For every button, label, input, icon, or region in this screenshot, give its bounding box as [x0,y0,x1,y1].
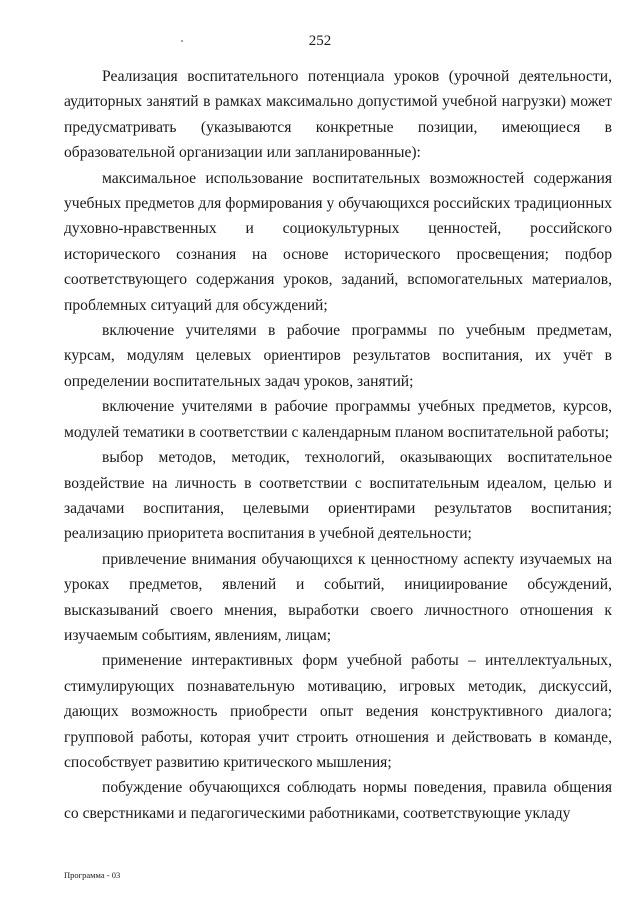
paragraph: применение интерактивных форм учебной работы – интеллектуальных, стимулирующих познавательную мотивацию, игровых методик, дискуссий, дающих возможность приобрести опыт ведения конструктивного диалога; групповой работы, которая учит строить отношения и действовать в команде, способствует развитию критического мышления; [64,652,612,771]
paragraph: включение учителями в рабочие программы по учебным предметам, курсам, модулям целевых ориентиров результатов воспитания, их учёт в определении воспитательных задач уроков, занятий; [64,322,612,390]
paragraph: максимальное использование воспитательных возможностей содержания учебных предметов для формирования у обучающихся российских традиционных духовно-нравственных и социокультурных ценностей, российского исторического сознания на основе исторического просвещения; подбор соответствующего содержания уроков, заданий, вспомогательных материалов, проблемных ситуаций для обсуждений; [64,169,612,314]
document-body [64,64,612,826]
paragraph: включение учителями в рабочие программы учебных предметов, курсов, модулей тематики в соответствии с календарным планом воспитательной работы; [64,398,612,441]
paragraph: побуждение обучающихся соблюдать нормы поведения, правила общения со сверстниками и педагогическими работниками, соответствующие укладу [64,779,612,822]
paragraph: выбор методов, методик, технологий, оказывающих воспитательное воздействие на личность в соответствии с воспитательным идеалом, целью и задачами воспитания, целевыми ориентирами результатов воспитания; реализацию приоритета воспитания в учебной деятельности; [64,449,612,543]
scan-speck [181,40,183,42]
footer-label: Программа - 03 [64,870,121,880]
paragraph: Реализация воспитательного потенциала уроков (урочной деятельности, аудиторных занятий в рамках максимально допустимой учебной нагрузки) может предусматривать (указываются конкретные позиции, имеющиеся в образовательной организации или запланированные): [64,68,612,162]
paragraph: привлечение внимания обучающихся к ценностному аспекту изучаемых на уроках предметов, явлений и событий, инициирование обсуждений, высказываний своего мнения, выработки своего личностного отношения к изучаемым событиям, явлениям, лицам; [64,550,612,644]
page-number: 252 [308,33,332,49]
